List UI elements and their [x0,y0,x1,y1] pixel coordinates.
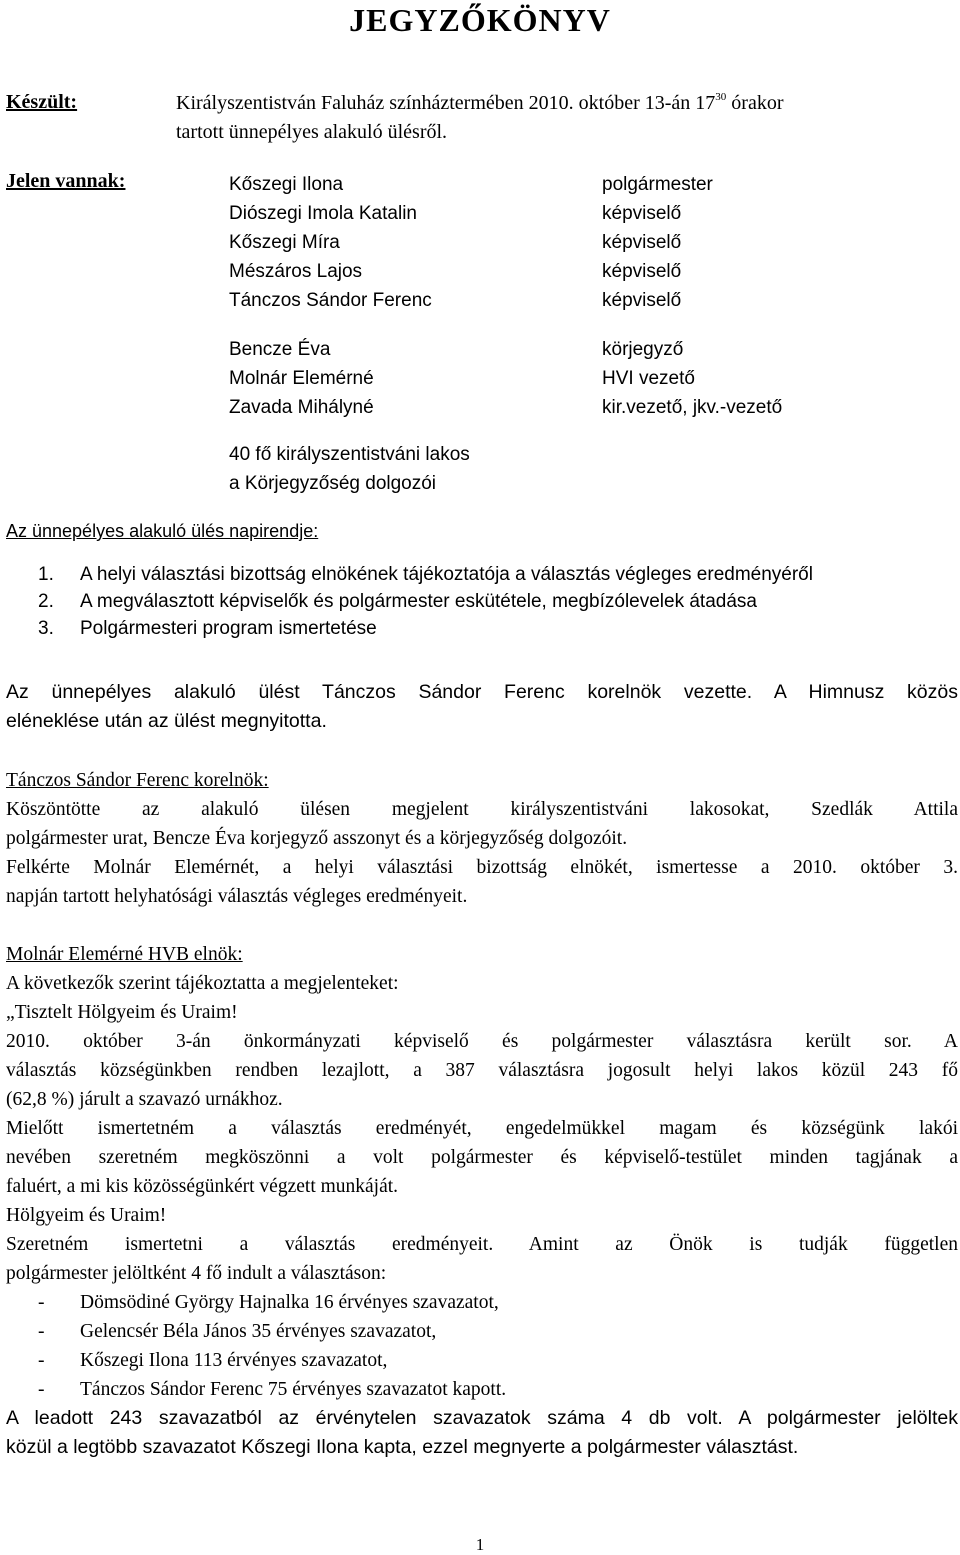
agenda-item [38,588,813,615]
members-names [229,170,432,315]
staff-name: Zavada Mihályné [229,397,374,418]
member-role: képviselő [602,261,682,282]
staff-role: körjegyző [602,339,684,360]
agenda-num: 3. [38,618,54,639]
candidate-text: Tánczos Sándor Ferenc 75 érvényes szavazatot kapott. [80,1379,507,1400]
member-name: Diószegi Imola Katalin [229,203,417,224]
paragraph-line: Felkérte Molnár Elemérnét, a helyi választási bizottság elnökét, ismertesse a 2010. október 3. [6,857,958,878]
candidate-text: Kőszegi Ilona 113 érvényes szavazatot, [80,1350,388,1371]
others-line: a Körjegyzőség dolgozói [229,473,437,494]
candidate-text: Dömsödiné György Hajnalka 16 érvényes szavazatot, [80,1292,499,1313]
paragraph-request [6,853,958,911]
agenda-text: Polgármesteri program ismertetése [80,618,377,639]
member-name: Mészáros Lajos [229,261,363,282]
list-dash: - [38,1350,45,1371]
list-dash: - [38,1292,45,1313]
staff-name: Molnár Elemérné [229,368,374,389]
member-name: Kőszegi Míra [229,232,340,253]
member-name: Kőszegi Ilona [229,174,344,195]
paragraph-line: eléneklése után az ülést megnyitotta. [6,710,327,732]
paragraph-line: (62,8 %) járult a szavazó urnákhoz. [6,1089,283,1110]
paragraph-greeting [6,795,958,853]
paragraph-thanks [6,1114,958,1201]
staff-names [229,335,374,422]
members-roles [602,170,713,315]
agenda-num: 2. [38,591,54,612]
paragraph-line: közül a legtöbb szavazatot Kőszegi Ilona kapta, ezzel megnyerte a polgármester választást. [6,1436,799,1458]
paragraph-conclusion [6,1404,958,1462]
jelen-label: Jelen vannak: [6,170,126,192]
paragraph-line: Az ünnepélyes alakuló ülést Tánczos Sándor Ferenc korelnök vezette. A Himnusz közös [6,681,958,703]
paragraph-line: polgármester urat, Bencze Éva korjegyző asszonyt és a körjegyzőség dolgozóit. [6,828,628,849]
member-role: képviselő [602,232,682,253]
others-present [229,440,470,498]
paragraph-line: napján tartott helyhatósági választás végleges eredményeit. [6,886,468,907]
paragraph-results-intro [6,1230,958,1288]
staff-role: kir.vezető, jkv.-vezető [602,397,783,418]
paragraph-line: polgármester jelöltként 4 fő indult a választáson: [6,1263,387,1284]
paragraph-line: Mielőtt ismertetném a választás eredményét, engedelmükkel magam és községünk lakói [6,1118,958,1139]
keszult-line2: tartott ünnepélyes alakuló ülésről. [176,121,448,143]
agenda-text: A megválasztott képviselők és polgármester eskütétele, megbízólevelek átadása [80,591,757,612]
paragraph-salutation: „Tisztelt Hölgyeim és Uraim! [6,1002,238,1023]
paragraph-line: választás községünkben rendben lezajlott, a 387 választásra jogosult helyi lakos közül 243 fő [6,1060,958,1081]
paragraph-salutation-2: Hölgyeim és Uraim! [6,1205,167,1226]
agenda-heading: Az ünnepélyes alakuló ülés napirendje: [6,521,319,541]
paragraph-informed: A következők szerint tájékoztatta a megjelenteket: [6,973,399,994]
keszult-label: Készült: [6,91,78,113]
candidate-item [38,1375,506,1404]
candidate-item [38,1317,506,1346]
speaker-korelnok: Tánczos Sándor Ferenc korelnök: [6,770,269,791]
candidate-list [38,1288,506,1404]
staff-role: HVI vezető [602,368,695,389]
candidate-text: Gelencsér Béla János 35 érvényes szavazatot, [80,1321,437,1342]
speaker-hvb-elnok: Molnár Elemérné HVB elnök: [6,944,243,965]
staff-roles [602,335,782,422]
paragraph-line: faluért, a mi kis közösségünkért végzett munkáját. [6,1176,399,1197]
candidate-item [38,1346,506,1375]
candidate-item [38,1288,506,1317]
paragraph-line: nevében szeretném megköszönni a volt polgármester és képviselő-testület minden tagjának a [6,1147,958,1168]
agenda-item [38,615,813,642]
document-title: JEGYZŐKÖNYV [349,2,611,38]
agenda-item [38,561,813,588]
keszult-time-sup: 30 [715,91,727,103]
list-dash: - [38,1379,45,1400]
agenda-list [38,561,813,642]
paragraph-line: Köszöntötte az alakuló ülésen megjelent királyszentistváni lakosokat, Szedlák Attila [6,799,958,820]
keszult-line1-main: Királyszentistván Faluház színháztermében 2010. október 13-án 17 [176,92,716,114]
paragraph-line: Szeretném ismertetni a választás eredményeit. Amint az Önök is tudják független [6,1234,958,1255]
paragraph-line: A leadott 243 szavazatból az érvénytelen szavazatok száma 4 db volt. A polgármester jelöltek [6,1407,958,1429]
paragraph-line: 2010. október 3-án önkormányzati képviselő és polgármester választásra került sor. A [6,1031,958,1052]
paragraph-election [6,1027,958,1114]
agenda-num: 1. [38,564,54,585]
member-role: képviselő [602,290,682,311]
keszult-line1 [176,91,783,115]
page-number: 1 [475,1535,485,1554]
agenda-text: A helyi választási bizottság elnökének tájékoztatója a választás végleges eredményéről [80,564,813,585]
keszult-line1-end: órakor [726,92,784,114]
paragraph-opening [6,678,958,736]
list-dash: - [38,1321,45,1342]
member-name: Tánczos Sándor Ferenc [229,290,432,311]
others-line: 40 fő királyszentistváni lakos [229,444,470,465]
member-role: képviselő [602,203,682,224]
member-role: polgármester [602,174,713,195]
staff-name: Bencze Éva [229,339,331,360]
